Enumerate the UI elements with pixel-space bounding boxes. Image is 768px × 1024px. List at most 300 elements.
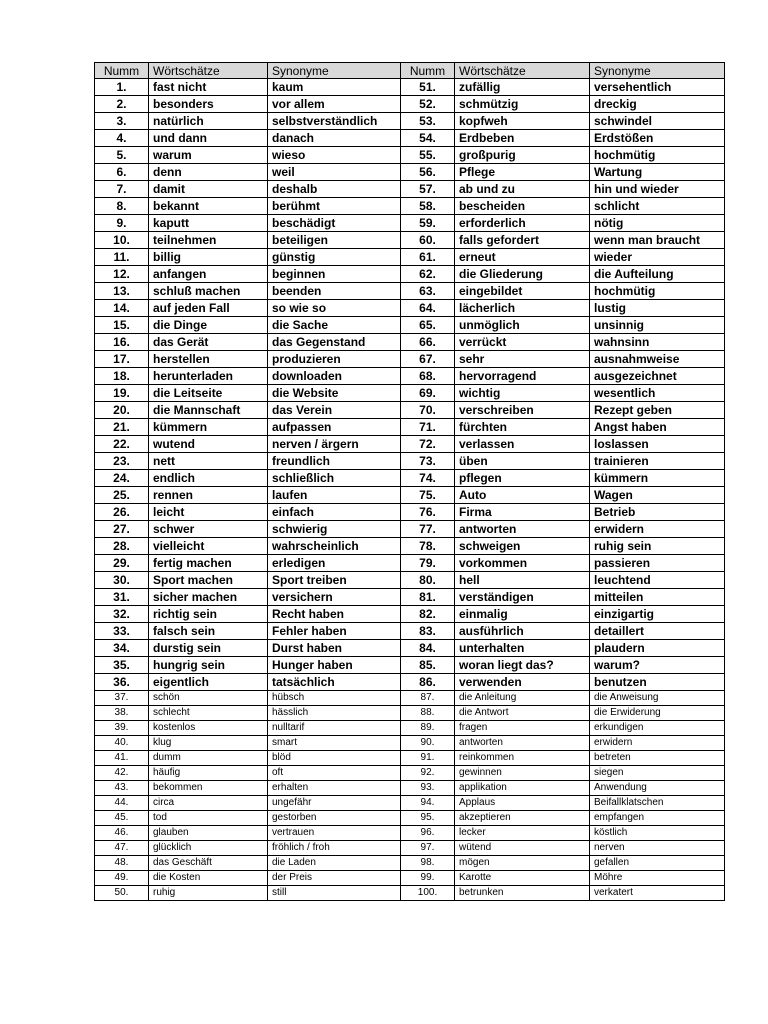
cell-number-left: 8.	[95, 198, 149, 215]
cell-number-right: 98.	[401, 856, 455, 871]
cell-word-right: betrunken	[455, 886, 590, 901]
cell-word-left: besonders	[149, 96, 268, 113]
table-row	[95, 766, 725, 781]
cell-synonym-left: gestorben	[268, 811, 401, 826]
cell-synonym-left: still	[268, 886, 401, 901]
cell-word-left: endlich	[149, 470, 268, 487]
cell-synonym-left: wieso	[268, 147, 401, 164]
cell-word-left: bekannt	[149, 198, 268, 215]
cell-word-right: applikation	[455, 781, 590, 796]
cell-synonym-left: der Preis	[268, 871, 401, 886]
table-row	[95, 538, 725, 555]
cell-word-right: mögen	[455, 856, 590, 871]
cell-synonym-left: aufpassen	[268, 419, 401, 436]
cell-word-right: zufällig	[455, 79, 590, 96]
cell-synonym-right: schlicht	[590, 198, 725, 215]
cell-number-right: 70.	[401, 402, 455, 419]
cell-word-right: reinkommen	[455, 751, 590, 766]
cell-synonym-right: die Anweisung	[590, 691, 725, 706]
cell-word-right: verschreiben	[455, 402, 590, 419]
cell-word-right: Firma	[455, 504, 590, 521]
table-row	[95, 623, 725, 640]
vocabulary-document	[94, 62, 724, 901]
cell-synonym-right: wesentlich	[590, 385, 725, 402]
cell-word-left: nett	[149, 453, 268, 470]
cell-synonym-left: Durst haben	[268, 640, 401, 657]
cell-synonym-right: unsinnig	[590, 317, 725, 334]
cell-word-left: anfangen	[149, 266, 268, 283]
cell-synonym-right: hochmütig	[590, 283, 725, 300]
cell-word-right: erneut	[455, 249, 590, 266]
cell-number-right: 51.	[401, 79, 455, 96]
cell-number-right: 57.	[401, 181, 455, 198]
header-number-left: Numm	[95, 63, 149, 79]
cell-word-right: unmöglich	[455, 317, 590, 334]
cell-word-left: natürlich	[149, 113, 268, 130]
cell-synonym-right: köstlich	[590, 826, 725, 841]
cell-synonym-left: einfach	[268, 504, 401, 521]
header-synonym-left: Synonyme	[268, 63, 401, 79]
cell-synonym-left: nulltarif	[268, 721, 401, 736]
cell-number-right: 74.	[401, 470, 455, 487]
table-row	[95, 657, 725, 674]
cell-number-left: 17.	[95, 351, 149, 368]
cell-word-left: ruhig	[149, 886, 268, 901]
cell-synonym-right: Beifallklatschen	[590, 796, 725, 811]
cell-synonym-left: Fehler haben	[268, 623, 401, 640]
cell-number-left: 5.	[95, 147, 149, 164]
cell-number-right: 85.	[401, 657, 455, 674]
table-row	[95, 79, 725, 96]
cell-number-right: 95.	[401, 811, 455, 826]
cell-number-left: 44.	[95, 796, 149, 811]
cell-number-right: 73.	[401, 453, 455, 470]
cell-word-right: Erdbeben	[455, 130, 590, 147]
cell-word-left: herunterladen	[149, 368, 268, 385]
table-row	[95, 691, 725, 706]
cell-synonym-left: schließlich	[268, 470, 401, 487]
cell-synonym-left: wahrscheinlich	[268, 538, 401, 555]
cell-synonym-right: ausnahmweise	[590, 351, 725, 368]
cell-synonym-right: verkatert	[590, 886, 725, 901]
cell-word-left: die Mannschaft	[149, 402, 268, 419]
table-row	[95, 856, 725, 871]
cell-number-left: 9.	[95, 215, 149, 232]
cell-number-left: 25.	[95, 487, 149, 504]
vocabulary-table	[94, 62, 725, 901]
cell-number-right: 60.	[401, 232, 455, 249]
cell-word-left: die Dinge	[149, 317, 268, 334]
cell-number-left: 41.	[95, 751, 149, 766]
cell-number-left: 30.	[95, 572, 149, 589]
cell-number-left: 13.	[95, 283, 149, 300]
cell-synonym-right: Wartung	[590, 164, 725, 181]
cell-synonym-left: oft	[268, 766, 401, 781]
cell-word-right: Pflege	[455, 164, 590, 181]
cell-word-left: billig	[149, 249, 268, 266]
cell-number-left: 6.	[95, 164, 149, 181]
cell-word-left: kostenlos	[149, 721, 268, 736]
cell-number-right: 61.	[401, 249, 455, 266]
table-row	[95, 811, 725, 826]
cell-number-left: 18.	[95, 368, 149, 385]
cell-synonym-right: betreten	[590, 751, 725, 766]
cell-synonym-left: laufen	[268, 487, 401, 504]
cell-word-left: hungrig sein	[149, 657, 268, 674]
cell-word-left: dumm	[149, 751, 268, 766]
cell-word-right: Applaus	[455, 796, 590, 811]
cell-synonym-right: erkundigen	[590, 721, 725, 736]
cell-word-right: sehr	[455, 351, 590, 368]
cell-word-right: lecker	[455, 826, 590, 841]
table-row	[95, 886, 725, 901]
cell-word-left: und dann	[149, 130, 268, 147]
cell-synonym-right: wahnsinn	[590, 334, 725, 351]
cell-number-left: 22.	[95, 436, 149, 453]
table-row	[95, 721, 725, 736]
table-row	[95, 555, 725, 572]
cell-number-left: 23.	[95, 453, 149, 470]
cell-word-right: akzeptieren	[455, 811, 590, 826]
table-row	[95, 826, 725, 841]
cell-number-right: 91.	[401, 751, 455, 766]
cell-synonym-right: Anwendung	[590, 781, 725, 796]
table-row	[95, 419, 725, 436]
cell-synonym-right: plaudern	[590, 640, 725, 657]
cell-synonym-left: nerven / ärgern	[268, 436, 401, 453]
cell-number-left: 3.	[95, 113, 149, 130]
cell-word-right: fürchten	[455, 419, 590, 436]
cell-word-right: antworten	[455, 736, 590, 751]
cell-word-right: bescheiden	[455, 198, 590, 215]
cell-number-right: 80.	[401, 572, 455, 589]
cell-synonym-left: ungefähr	[268, 796, 401, 811]
cell-synonym-left: versichern	[268, 589, 401, 606]
cell-word-right: schweigen	[455, 538, 590, 555]
cell-synonym-right: ruhig sein	[590, 538, 725, 555]
cell-number-left: 10.	[95, 232, 149, 249]
table-row	[95, 640, 725, 657]
cell-word-left: sicher machen	[149, 589, 268, 606]
cell-synonym-right: passieren	[590, 555, 725, 572]
cell-number-left: 16.	[95, 334, 149, 351]
cell-word-left: schlecht	[149, 706, 268, 721]
cell-synonym-left: die Sache	[268, 317, 401, 334]
cell-synonym-left: günstig	[268, 249, 401, 266]
cell-word-left: herstellen	[149, 351, 268, 368]
cell-number-left: 4.	[95, 130, 149, 147]
cell-synonym-left: vor allem	[268, 96, 401, 113]
cell-synonym-right: erwidern	[590, 521, 725, 538]
cell-word-left: glücklich	[149, 841, 268, 856]
cell-number-left: 7.	[95, 181, 149, 198]
cell-synonym-right: die Aufteilung	[590, 266, 725, 283]
cell-number-right: 99.	[401, 871, 455, 886]
table-row	[95, 521, 725, 538]
cell-word-left: wutend	[149, 436, 268, 453]
cell-number-left: 45.	[95, 811, 149, 826]
cell-number-right: 77.	[401, 521, 455, 538]
cell-number-right: 76.	[401, 504, 455, 521]
cell-word-left: vielleicht	[149, 538, 268, 555]
cell-number-right: 53.	[401, 113, 455, 130]
cell-number-left: 50.	[95, 886, 149, 901]
cell-synonym-left: erhalten	[268, 781, 401, 796]
cell-word-left: das Gerät	[149, 334, 268, 351]
cell-number-right: 55.	[401, 147, 455, 164]
table-row	[95, 368, 725, 385]
cell-word-right: verständigen	[455, 589, 590, 606]
cell-synonym-left: Recht haben	[268, 606, 401, 623]
cell-synonym-left: das Gegenstand	[268, 334, 401, 351]
cell-synonym-right: Betrieb	[590, 504, 725, 521]
cell-word-right: hell	[455, 572, 590, 589]
cell-number-left: 29.	[95, 555, 149, 572]
cell-synonym-left: vertrauen	[268, 826, 401, 841]
cell-word-right: üben	[455, 453, 590, 470]
cell-word-right: Auto	[455, 487, 590, 504]
table-row	[95, 334, 725, 351]
table-row	[95, 572, 725, 589]
cell-word-right: falls gefordert	[455, 232, 590, 249]
cell-number-right: 78.	[401, 538, 455, 555]
cell-number-right: 100.	[401, 886, 455, 901]
header-number-right: Numm	[401, 63, 455, 79]
cell-number-right: 81.	[401, 589, 455, 606]
cell-synonym-left: smart	[268, 736, 401, 751]
cell-synonym-right: Rezept geben	[590, 402, 725, 419]
cell-number-left: 47.	[95, 841, 149, 856]
cell-number-right: 90.	[401, 736, 455, 751]
table-row	[95, 436, 725, 453]
table-row	[95, 300, 725, 317]
cell-number-right: 65.	[401, 317, 455, 334]
cell-synonym-right: kümmern	[590, 470, 725, 487]
cell-word-left: denn	[149, 164, 268, 181]
cell-word-left: kaputt	[149, 215, 268, 232]
cell-synonym-right: einzigartig	[590, 606, 725, 623]
cell-number-left: 19.	[95, 385, 149, 402]
table-row	[95, 453, 725, 470]
cell-synonym-right: nötig	[590, 215, 725, 232]
cell-word-left: bekommen	[149, 781, 268, 796]
cell-synonym-right: die Erwiderung	[590, 706, 725, 721]
cell-number-left: 1.	[95, 79, 149, 96]
table-row	[95, 164, 725, 181]
cell-word-left: fertig machen	[149, 555, 268, 572]
cell-number-right: 92.	[401, 766, 455, 781]
cell-number-right: 52.	[401, 96, 455, 113]
cell-synonym-right: empfangen	[590, 811, 725, 826]
cell-number-right: 87.	[401, 691, 455, 706]
cell-synonym-left: erledigen	[268, 555, 401, 572]
cell-number-left: 37.	[95, 691, 149, 706]
cell-number-right: 71.	[401, 419, 455, 436]
cell-number-left: 27.	[95, 521, 149, 538]
cell-synonym-right: warum?	[590, 657, 725, 674]
cell-synonym-right: wieder	[590, 249, 725, 266]
cell-word-left: kümmern	[149, 419, 268, 436]
cell-number-left: 40.	[95, 736, 149, 751]
cell-synonym-left: das Verein	[268, 402, 401, 419]
cell-number-right: 62.	[401, 266, 455, 283]
cell-word-left: fast nicht	[149, 79, 268, 96]
cell-number-left: 28.	[95, 538, 149, 555]
cell-synonym-right: detaillert	[590, 623, 725, 640]
cell-synonym-left: Sport treiben	[268, 572, 401, 589]
cell-word-right: lächerlich	[455, 300, 590, 317]
cell-synonym-left: blöd	[268, 751, 401, 766]
cell-synonym-right: ausgezeichnet	[590, 368, 725, 385]
table-row	[95, 96, 725, 113]
cell-number-right: 58.	[401, 198, 455, 215]
cell-number-right: 93.	[401, 781, 455, 796]
cell-number-left: 24.	[95, 470, 149, 487]
cell-word-left: glauben	[149, 826, 268, 841]
table-row	[95, 706, 725, 721]
cell-word-left: teilnehmen	[149, 232, 268, 249]
table-row	[95, 504, 725, 521]
cell-word-right: wichtig	[455, 385, 590, 402]
cell-word-left: eigentlich	[149, 674, 268, 691]
cell-number-left: 2.	[95, 96, 149, 113]
cell-number-left: 32.	[95, 606, 149, 623]
table-row	[95, 674, 725, 691]
cell-number-right: 68.	[401, 368, 455, 385]
cell-word-left: schwer	[149, 521, 268, 538]
cell-synonym-right: leuchtend	[590, 572, 725, 589]
cell-word-right: verlassen	[455, 436, 590, 453]
cell-synonym-left: Hunger haben	[268, 657, 401, 674]
cell-word-right: wütend	[455, 841, 590, 856]
cell-synonym-right: nerven	[590, 841, 725, 856]
cell-word-left: schön	[149, 691, 268, 706]
cell-word-right: die Antwort	[455, 706, 590, 721]
cell-number-right: 94.	[401, 796, 455, 811]
cell-number-left: 36.	[95, 674, 149, 691]
cell-number-left: 34.	[95, 640, 149, 657]
cell-synonym-left: fröhlich / froh	[268, 841, 401, 856]
cell-number-right: 83.	[401, 623, 455, 640]
cell-number-left: 21.	[95, 419, 149, 436]
cell-word-right: Karotte	[455, 871, 590, 886]
cell-synonym-left: freundlich	[268, 453, 401, 470]
cell-synonym-left: downloaden	[268, 368, 401, 385]
cell-word-right: großpurig	[455, 147, 590, 164]
cell-word-left: Sport machen	[149, 572, 268, 589]
table-row	[95, 283, 725, 300]
cell-number-right: 97.	[401, 841, 455, 856]
cell-number-left: 35.	[95, 657, 149, 674]
cell-synonym-right: lustig	[590, 300, 725, 317]
cell-synonym-left: danach	[268, 130, 401, 147]
cell-synonym-left: so wie so	[268, 300, 401, 317]
cell-synonym-right: hin und wieder	[590, 181, 725, 198]
cell-word-right: verwenden	[455, 674, 590, 691]
cell-word-left: häufig	[149, 766, 268, 781]
cell-word-right: ab und zu	[455, 181, 590, 198]
cell-synonym-right: gefallen	[590, 856, 725, 871]
table-row	[95, 796, 725, 811]
cell-number-left: 15.	[95, 317, 149, 334]
table-row	[95, 113, 725, 130]
cell-number-left: 43.	[95, 781, 149, 796]
cell-word-left: die Leitseite	[149, 385, 268, 402]
cell-synonym-left: tatsächlich	[268, 674, 401, 691]
table-row	[95, 841, 725, 856]
cell-number-right: 79.	[401, 555, 455, 572]
cell-number-right: 89.	[401, 721, 455, 736]
cell-word-right: eingebildet	[455, 283, 590, 300]
cell-number-right: 75.	[401, 487, 455, 504]
table-header-row	[95, 63, 725, 79]
cell-number-left: 26.	[95, 504, 149, 521]
cell-word-right: kopfweh	[455, 113, 590, 130]
cell-synonym-left: beginnen	[268, 266, 401, 283]
cell-synonym-right: Erdstößen	[590, 130, 725, 147]
cell-word-right: einmalig	[455, 606, 590, 623]
cell-word-right: verrückt	[455, 334, 590, 351]
table-row	[95, 589, 725, 606]
table-row	[95, 215, 725, 232]
table-row	[95, 198, 725, 215]
cell-synonym-right: schwindel	[590, 113, 725, 130]
header-word-right: Wörtschätze	[455, 63, 590, 79]
cell-number-right: 63.	[401, 283, 455, 300]
cell-synonym-left: beteiligen	[268, 232, 401, 249]
cell-synonym-left: schwierig	[268, 521, 401, 538]
table-body	[95, 79, 725, 901]
cell-word-left: circa	[149, 796, 268, 811]
cell-number-right: 54.	[401, 130, 455, 147]
table-row	[95, 266, 725, 283]
cell-synonym-left: kaum	[268, 79, 401, 96]
cell-number-right: 64.	[401, 300, 455, 317]
table-row	[95, 181, 725, 198]
cell-synonym-right: Möhre	[590, 871, 725, 886]
cell-number-right: 56.	[401, 164, 455, 181]
cell-word-left: auf jeden Fall	[149, 300, 268, 317]
cell-word-right: unterhalten	[455, 640, 590, 657]
cell-word-left: richtig sein	[149, 606, 268, 623]
cell-word-left: schluß machen	[149, 283, 268, 300]
cell-number-right: 59.	[401, 215, 455, 232]
cell-word-right: vorkommen	[455, 555, 590, 572]
cell-word-right: pflegen	[455, 470, 590, 487]
cell-number-right: 96.	[401, 826, 455, 841]
cell-number-right: 82.	[401, 606, 455, 623]
table-row	[95, 606, 725, 623]
cell-number-right: 66.	[401, 334, 455, 351]
cell-synonym-right: wenn man braucht	[590, 232, 725, 249]
table-row	[95, 351, 725, 368]
cell-word-right: antworten	[455, 521, 590, 538]
cell-number-right: 72.	[401, 436, 455, 453]
cell-number-right: 88.	[401, 706, 455, 721]
cell-number-left: 38.	[95, 706, 149, 721]
cell-synonym-right: Wagen	[590, 487, 725, 504]
table-row	[95, 871, 725, 886]
cell-word-left: leicht	[149, 504, 268, 521]
table-row	[95, 781, 725, 796]
cell-number-left: 42.	[95, 766, 149, 781]
cell-synonym-right: Angst haben	[590, 419, 725, 436]
cell-word-left: tod	[149, 811, 268, 826]
cell-number-left: 39.	[95, 721, 149, 736]
table-row	[95, 470, 725, 487]
cell-word-left: damit	[149, 181, 268, 198]
table-row	[95, 130, 725, 147]
